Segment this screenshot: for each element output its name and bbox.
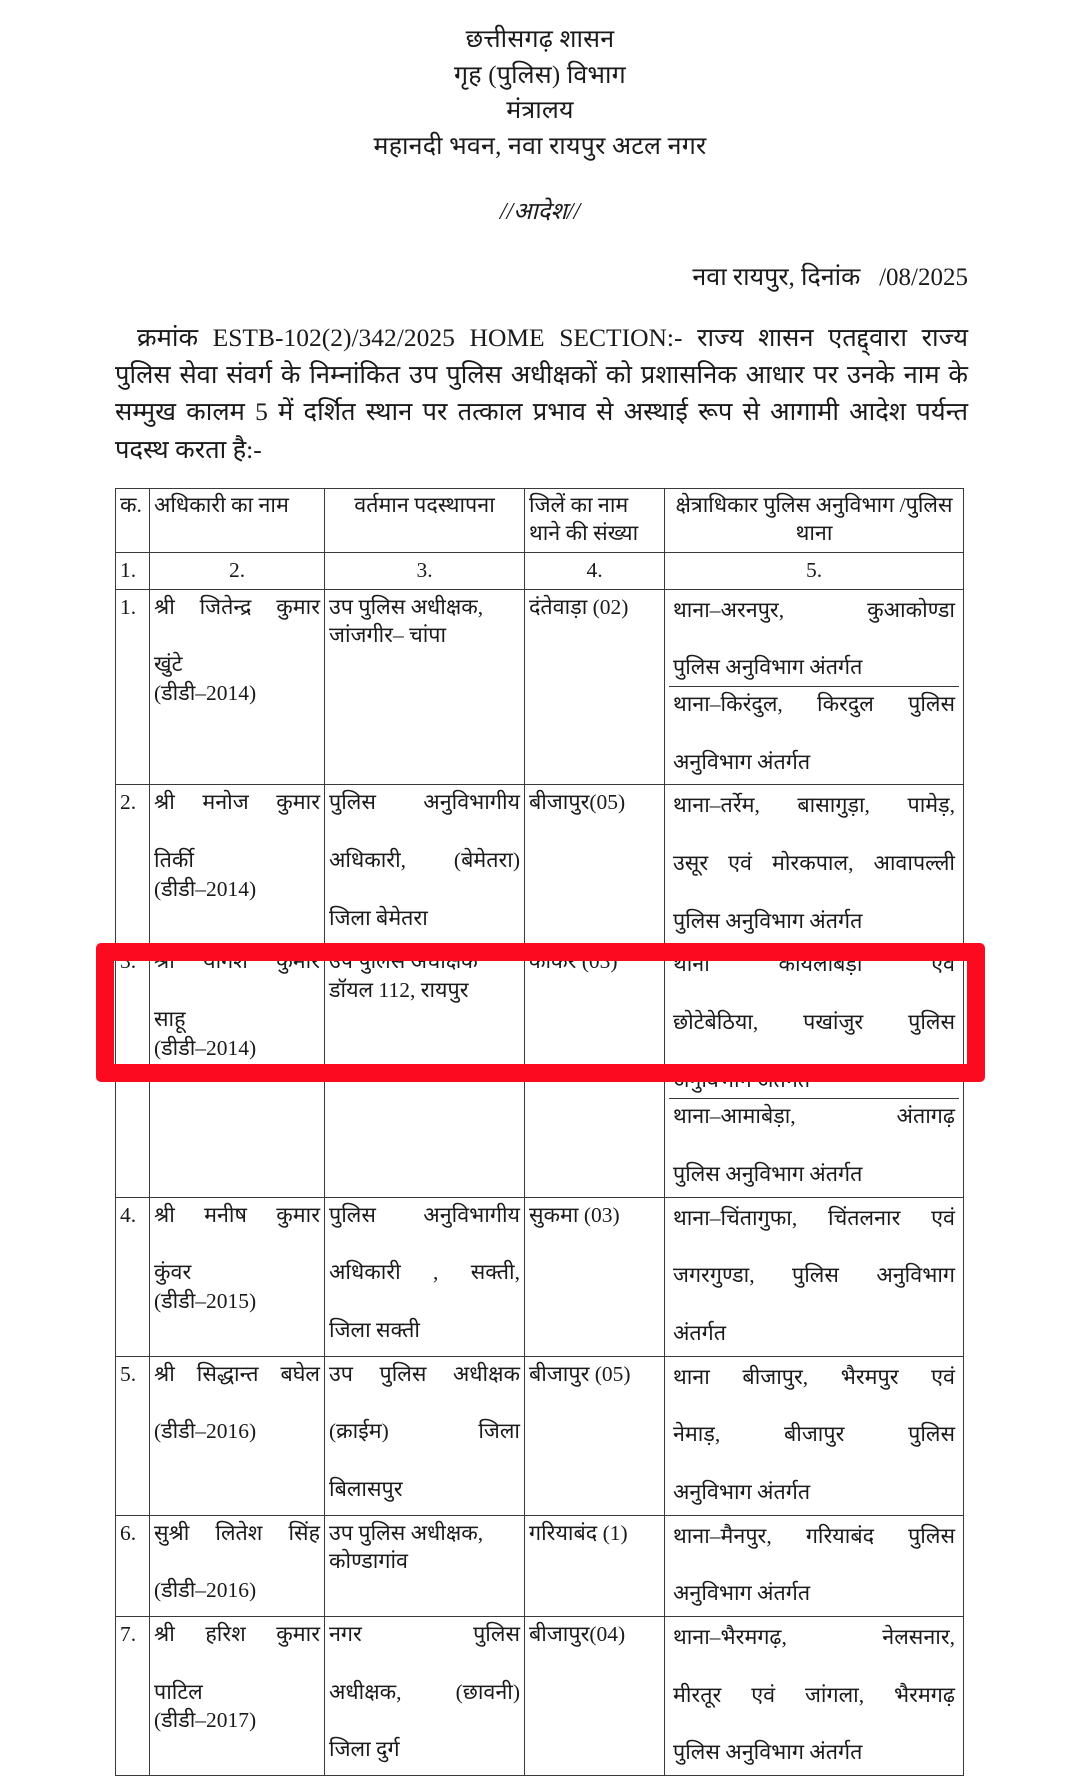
row-officer-name (150, 1356, 325, 1515)
posting-table-body (116, 589, 964, 1775)
row-district: गरियाबंद (1) (525, 1515, 665, 1616)
colnum-4: 4. (525, 552, 665, 589)
row-current-posting (325, 589, 525, 785)
header-jurisdiction (665, 488, 964, 552)
officer-name-line2: पाटिल (154, 1679, 203, 1704)
jurisdiction-line2: जगरगुण्डा, पुलिस अनुविभाग (673, 1263, 955, 1288)
posting-line3: जिला सक्ती (329, 1317, 420, 1342)
officer-name-line2: कुंवर (154, 1260, 192, 1285)
letterhead-line-ministry: मंत्रालय (506, 97, 574, 124)
officer-name-line2: खुंटे (154, 652, 183, 677)
row-serial: 2. (116, 785, 150, 944)
row-serial: 1. (116, 589, 150, 785)
posting-table (115, 488, 964, 1776)
jurisdiction-line3: अंतर्गत (673, 1320, 727, 1345)
jurisdiction-line2: पुलिस अनुविभाग अंतर्गत (673, 655, 863, 680)
posting-line3: जिला बेमेतरा (329, 905, 428, 930)
letterhead-line-government: छत्तीसगढ़ शासन (465, 26, 615, 53)
row-jurisdiction (665, 785, 964, 944)
posting-line2: अधीक्षक, (छावनी) (329, 1679, 520, 1704)
jurisdiction-line1: थाना–आमाबेड़ा, अंतागढ़ (673, 1104, 955, 1129)
row-current-posting (325, 1197, 525, 1356)
row-officer-name (150, 589, 325, 785)
jurisdiction-line2: पुलिस अनुविभाग अंतर्गत (673, 1161, 863, 1186)
table-row (116, 589, 964, 785)
posting-line1: पुलिस अनुविभागीय (329, 790, 520, 815)
posting-line2: जांजगीर– चांपा (329, 623, 447, 648)
officer-name-line1: सुश्री लितेश सिंह (154, 1520, 320, 1545)
jurisdiction-line1: थाना बीजापुर, भैरमपुर एवं (673, 1364, 955, 1389)
row-district: कांकेर (03) (525, 944, 665, 1197)
officer-name-line1: श्री हरिश कुमार (154, 1622, 320, 1647)
row-serial: 6. (116, 1515, 150, 1616)
posting-line1: उप पुलिस अधीक्षक, (329, 1520, 484, 1545)
posting-line2: अधिकारी, (बेमेतरा) (329, 847, 520, 872)
jurisdiction-subtable (669, 1620, 959, 1771)
officer-batch: (डीडी–2016) (154, 1419, 257, 1444)
officer-name-line2: तिर्की (154, 847, 194, 872)
letterhead-line-address: महानदी भवन, नवा रायपुर अटल नगर (373, 132, 707, 160)
header-serial: क. (116, 488, 150, 552)
officer-name-line1: श्री मनोज कुमार (154, 790, 320, 815)
colnum-2: 2. (150, 552, 325, 589)
jurisdiction-line2: उसूर एवं मोरकपाल, आवापल्ली (673, 850, 955, 875)
row-current-posting (325, 1356, 525, 1515)
posting-line2: कोण्डागांव (329, 1549, 408, 1574)
jurisdiction-line2: छोटेबेठिया, पखांजुर पुलिस (673, 1009, 955, 1034)
row-jurisdiction (665, 589, 964, 785)
jurisdiction-line2: नेमाड़, बीजापुर पुलिस (673, 1422, 955, 1447)
table-column-number-row (116, 552, 964, 589)
jurisdiction-subtable (669, 1519, 959, 1612)
table-row (116, 1515, 964, 1616)
jurisdiction-line1: थाना–मैनपुर, गरियाबंद पुलिस (673, 1523, 955, 1548)
officer-batch: (डीडी–2017) (154, 1708, 257, 1733)
jurisdiction-subrow (669, 686, 959, 780)
jurisdiction-subrow (669, 1099, 959, 1193)
row-jurisdiction (665, 1617, 964, 1776)
jurisdiction-line1: थाना कोयलीबेड़ा एवं (673, 952, 955, 977)
jurisdiction-line3: पुलिस अनुविभाग अंतर्गत (673, 908, 863, 933)
jurisdiction-subrow (669, 593, 959, 687)
jurisdiction-line1: थाना–भैरमगढ़, नेलसनार, (673, 1625, 955, 1650)
jurisdiction-line2: अनुविभाग अंतर्गत (673, 749, 811, 774)
jurisdiction-line1: थाना–अरनपुर, कुआकोण्डा (673, 597, 955, 622)
row-jurisdiction (665, 944, 964, 1197)
row-district: बीजापुर (05) (525, 1356, 665, 1515)
officer-name-line1: श्री योगेश कुमार (154, 949, 320, 974)
jurisdiction-subtable (669, 593, 959, 781)
header-current-posting: वर्तमान पदस्थापना (325, 488, 525, 552)
row-jurisdiction (665, 1197, 964, 1356)
posting-line1: उप पुलिस अधीक्षक (329, 1361, 520, 1386)
posting-line1: उप पुलिस अधीक्षक, (329, 594, 484, 619)
row-serial: 3. (116, 944, 150, 1197)
jurisdiction-line2: मीरतूर एवं जांगला, भैरमगढ़ (673, 1682, 955, 1707)
table-row (116, 944, 964, 1197)
letterhead-line-department: गृह (पुलिस) विभाग (454, 61, 626, 89)
jurisdiction-subrow (669, 1620, 959, 1771)
posting-line3: बिलासपुर (329, 1476, 403, 1501)
posting-line2: अधिकारी , सक्ती, (329, 1260, 520, 1285)
row-district: बीजापुर(04) (525, 1617, 665, 1776)
colnum-3: 3. (325, 552, 525, 589)
posting-table-wrapper (115, 488, 963, 1776)
header-jurisdiction-line1: क्षेत्राधिकार पुलिस अनुविभाग (675, 492, 895, 517)
row-district: बीजापुर(05) (525, 785, 665, 944)
row-serial: 4. (116, 1197, 150, 1356)
table-row (116, 1356, 964, 1515)
header-jurisdiction-line2: /पुलिस थाना (795, 492, 953, 545)
row-officer-name (150, 944, 325, 1197)
jurisdiction-subtable (669, 1360, 959, 1511)
header-officer-name: अधिकारी का नाम (150, 488, 325, 552)
table-header-row (116, 488, 964, 552)
header-district-line2: थाने की संख्या (529, 520, 639, 545)
officer-name-line1: श्री मनीष कुमार (154, 1202, 320, 1227)
officer-batch: (डीडी–2014) (154, 680, 257, 705)
officer-batch: (डीडी–2015) (154, 1289, 257, 1314)
posting-line1: उप पुलिस अधीक्षक (329, 949, 478, 974)
officer-name-line1: श्री जितेन्द्र कुमार (154, 594, 320, 619)
jurisdiction-line1: थाना–चिंतागुफा, चिंतलनार एवं (673, 1205, 955, 1230)
row-current-posting (325, 944, 525, 1197)
jurisdiction-line3: अनुविभाग अंतर्गत (673, 1067, 811, 1092)
row-officer-name (150, 1197, 325, 1356)
order-marker: //आदेश// (499, 199, 581, 225)
jurisdiction-subtable (669, 1201, 959, 1352)
jurisdiction-line3: पुलिस अनुविभाग अंतर्गत (673, 1740, 863, 1765)
table-row (116, 1617, 964, 1776)
jurisdiction-subtable (669, 947, 959, 1192)
place-date-line: नवा रायपुर, दिनांक /08/2025 (692, 264, 968, 291)
jurisdiction-subrow (669, 788, 959, 939)
officer-batch: (डीडी–2016) (154, 1578, 257, 1603)
posting-line1: नगर पुलिस (329, 1622, 520, 1647)
jurisdiction-line1: थाना–तर्रेम, बासागुड़ा, पामेड़, (673, 793, 955, 818)
officer-name-line2: साहू (154, 1006, 186, 1031)
row-officer-name (150, 1515, 325, 1616)
colnum-1: 1. (116, 552, 150, 589)
posting-line2: (क्राईम) जिला (329, 1419, 520, 1444)
colnum-5: 5. (665, 552, 964, 589)
posting-line3: जिला दुर्ग (329, 1737, 400, 1762)
row-officer-name (150, 785, 325, 944)
row-serial: 7. (116, 1617, 150, 1776)
header-district-line1: जिलें का नाम (529, 492, 629, 517)
officer-batch: (डीडी–2014) (154, 876, 257, 901)
posting-line2: डॉयल 112, रायपुर (329, 978, 469, 1003)
row-district: सुकमा (03) (525, 1197, 665, 1356)
officer-name-line1: श्री सिद्धान्त बघेल (154, 1361, 320, 1386)
row-jurisdiction (665, 1515, 964, 1616)
letterhead (0, 0, 1080, 164)
jurisdiction-subrow (669, 1360, 959, 1511)
row-current-posting (325, 1617, 525, 1776)
jurisdiction-line2: अनुविभाग अंतर्गत (673, 1581, 811, 1606)
table-row-highlighted (116, 1197, 964, 1356)
jurisdiction-subtable (669, 788, 959, 939)
jurisdiction-line1: थाना–किरंदुल, किरदुल पुलिस (673, 691, 955, 716)
jurisdiction-subrow (669, 1519, 959, 1612)
table-row (116, 785, 964, 944)
row-current-posting (325, 1515, 525, 1616)
header-district (525, 488, 665, 552)
posting-line1: पुलिस अनुविभागीय (329, 1202, 520, 1227)
order-preamble-paragraph: क्रमांक ESTB-102(2)/342/2025 HOME SECTION:- राज्य शासन एतद्द्वारा राज्य पुलिस सेवा संवर्ग के निम्नांकित उप पुलिस अधीक्षकों को प्रशासनिक आधार पर उनके नाम के सम्मुख कालम 5 में दर्शित स्थान पर तत्काल प्रभाव से अस्थाई रूप से आगामी आदेश पर्यन्त पदस्थ करता है:- (115, 323, 968, 464)
jurisdiction-subrow (669, 947, 959, 1098)
jurisdiction-line3: अनुविभाग अंतर्गत (673, 1479, 811, 1504)
officer-batch: (डीडी–2014) (154, 1035, 257, 1060)
row-district: दंतेवाड़ा (02) (525, 589, 665, 785)
jurisdiction-subrow (669, 1201, 959, 1352)
row-current-posting (325, 785, 525, 944)
row-jurisdiction (665, 1356, 964, 1515)
row-officer-name (150, 1617, 325, 1776)
row-serial: 5. (116, 1356, 150, 1515)
